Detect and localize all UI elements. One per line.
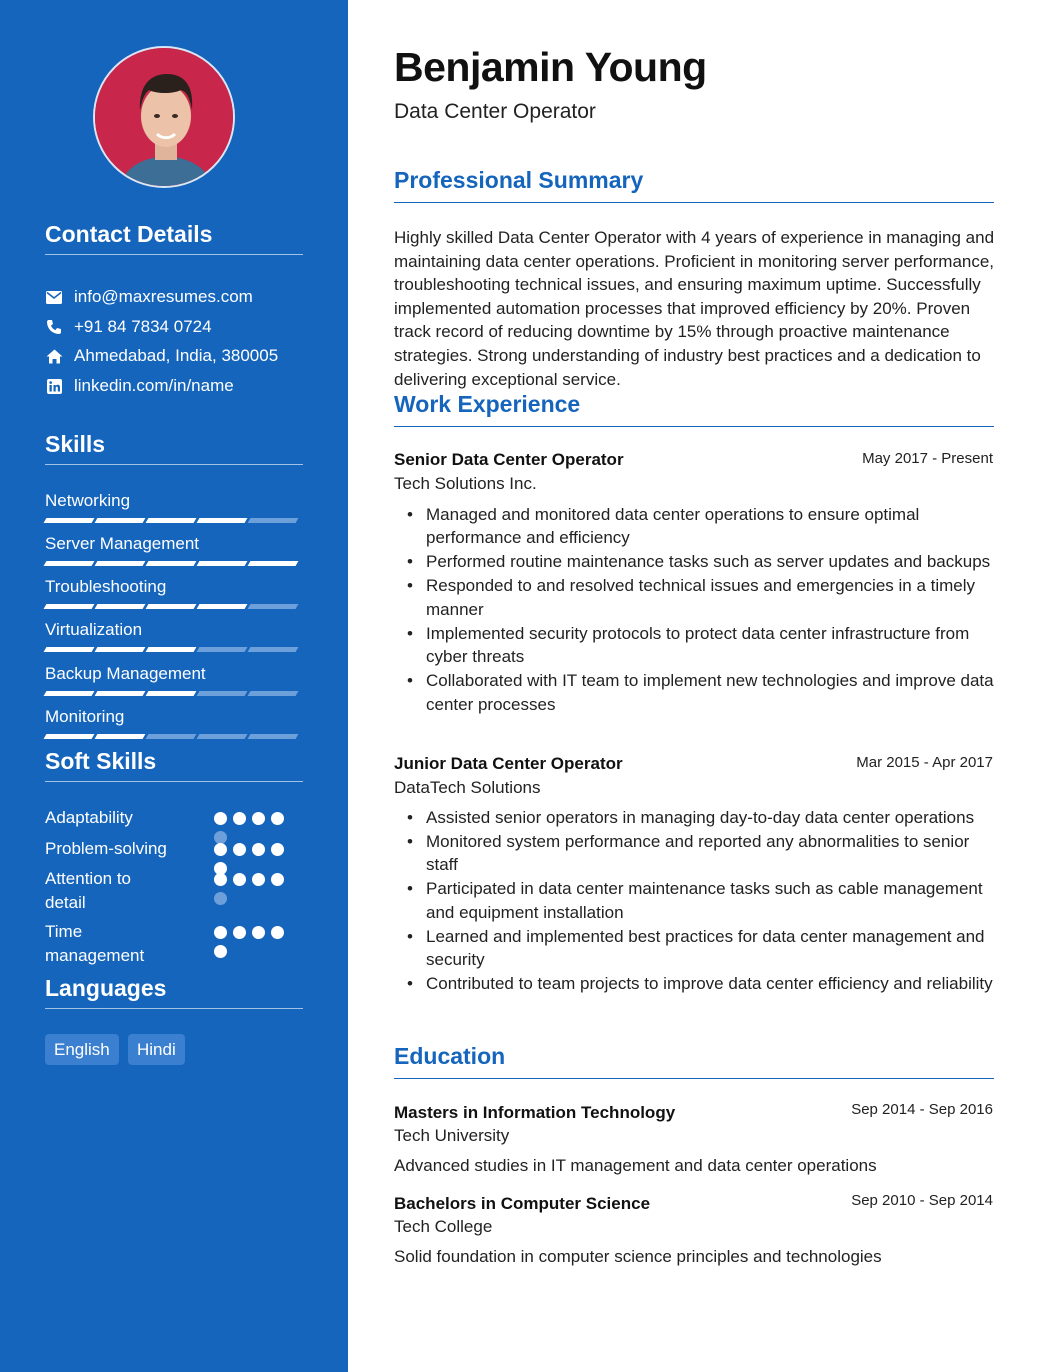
- envelope-icon: [45, 288, 63, 306]
- soft-skill-dots: [214, 873, 294, 905]
- soft-skill-dot: [233, 873, 246, 886]
- skill-level-bar: [44, 734, 95, 739]
- job-dates: May 2017 - Present: [862, 450, 993, 467]
- soft-skill-dot: [214, 945, 227, 958]
- job-bullet: • Responded to and resolved technical issues and emergencies in a timely manner: [426, 574, 1001, 621]
- job-company: DataTech Solutions: [394, 778, 541, 797]
- edu-dates: Sep 2014 - Sep 2016: [851, 1101, 993, 1118]
- skill-level-bar: [197, 734, 248, 739]
- soft-skill-dot: [214, 926, 227, 939]
- skill-level-bar: [248, 518, 299, 523]
- soft-skill-dot: [271, 926, 284, 939]
- skill-level-bar: [95, 647, 146, 652]
- skill-level-bar: [248, 647, 299, 652]
- job-company: Tech Solutions Inc.: [394, 474, 537, 493]
- candidate-name: Benjamin Young: [394, 44, 707, 90]
- edu-description: Solid foundation in computer science principles and technologies: [394, 1247, 882, 1266]
- skill-level-bar: [44, 561, 95, 566]
- skill-item: [45, 533, 303, 566]
- skill-level-bar: [248, 691, 299, 696]
- skill-item: [45, 490, 303, 523]
- skill-level-bar: [146, 734, 197, 739]
- soft-skill-dot: [252, 812, 265, 825]
- skill-level-bar: [248, 734, 299, 739]
- soft-skill-label: Adaptability: [45, 808, 133, 827]
- soft-skill-dot: [214, 843, 227, 856]
- skill-label: Monitoring: [45, 707, 125, 726]
- skill-label: Virtualization: [45, 620, 143, 639]
- contact-address: [45, 344, 278, 368]
- skill-label: Backup Management: [45, 664, 206, 683]
- skill-level-bar: [248, 561, 299, 566]
- contact-phone[interactable]: [45, 315, 212, 339]
- contact-email-text: info@maxresumes.com: [74, 287, 253, 306]
- edu-school: Tech College: [394, 1217, 493, 1236]
- skill-item: [45, 663, 303, 696]
- skill-label: Networking: [45, 491, 131, 510]
- language-tag: Hindi: [128, 1034, 185, 1065]
- skill-bars: [45, 604, 303, 609]
- soft-skill-dot: [271, 873, 284, 886]
- job-title: Senior Data Center Operator: [394, 450, 624, 469]
- job-bullet: • Managed and monitored data center operations to ensure optimal performance and efficiency: [426, 503, 1001, 550]
- contact-linkedin[interactable]: [45, 374, 234, 398]
- skill-bars: [45, 518, 303, 523]
- soft-skill-dots: [214, 812, 294, 844]
- soft-skill-dot: [233, 843, 246, 856]
- summary-text: Highly skilled Data Center Operator with 4 years of experience in managing and maintaining data center operations. Proficient in monitoring server performance, troubleshooting technical issues, and ensuring maximum uptime. Successfully implemented automation processes that improved efficiency by 20%. Proven track record of reducing downtime by 15% through proactive maintenance strategies. Strong understanding of industry best practices and a dedication to delivering exceptional service.: [394, 228, 995, 389]
- skill-level-bar: [44, 647, 95, 652]
- job-bullet: • Monitored system performance and reported any abnormalities to senior staff: [426, 830, 1001, 877]
- home-icon: [45, 347, 63, 365]
- languages-heading: Languages: [45, 975, 303, 1009]
- contact-linkedin-text: linkedin.com/in/name: [74, 376, 234, 395]
- candidate-title: Data Center Operator: [394, 100, 596, 123]
- skill-level-bar: [44, 604, 95, 609]
- skill-level-bar: [44, 691, 95, 696]
- contact-address-text: Ahmedabad, India, 380005: [74, 346, 279, 365]
- skill-level-bar: [95, 518, 146, 523]
- skill-level-bar: [197, 691, 248, 696]
- soft-skill-dot: [252, 843, 265, 856]
- soft-skill-dot: [271, 812, 284, 825]
- soft-skill-label: Attention to detail: [45, 869, 132, 912]
- job-bullets: [426, 503, 1001, 717]
- edu-degree: Bachelors in Computer Science: [394, 1194, 651, 1213]
- skill-level-bar: [146, 691, 197, 696]
- skill-level-bar: [197, 561, 248, 566]
- contact-heading: Contact Details: [45, 221, 303, 255]
- soft-skills-heading: Soft Skills: [45, 748, 303, 782]
- skill-level-bar: [197, 604, 248, 609]
- edu-description: Advanced studies in IT management and data center operations: [394, 1156, 877, 1175]
- job-dates: Mar 2015 - Apr 2017: [856, 754, 993, 771]
- job-bullet: • Performed routine maintenance tasks such as server updates and backups: [426, 550, 1001, 573]
- avatar: [93, 46, 235, 188]
- skill-level-bar: [197, 518, 248, 523]
- sidebar: [0, 0, 348, 1372]
- edu-school: Tech University: [394, 1126, 510, 1145]
- skill-item: [45, 619, 303, 652]
- skill-item: [45, 706, 303, 739]
- job-bullet: • Collaborated with IT team to implement new technologies and improve data center processes: [426, 669, 1001, 716]
- skill-bars: [45, 561, 303, 566]
- edu-dates: Sep 2010 - Sep 2014: [851, 1192, 993, 1209]
- skill-level-bar: [95, 561, 146, 566]
- soft-skill-label: Time management: [45, 922, 145, 965]
- skill-bars: [45, 691, 303, 696]
- language-tag: English: [45, 1034, 119, 1065]
- skill-level-bar: [44, 518, 95, 523]
- soft-skill-dot: [233, 812, 246, 825]
- profile-photo: [95, 48, 235, 188]
- soft-skill-dots: [214, 926, 294, 958]
- skills-heading: Skills: [45, 431, 303, 465]
- job-bullets: [426, 806, 1001, 996]
- linkedin-icon: [45, 377, 63, 395]
- summary-heading: Professional Summary: [394, 167, 994, 203]
- job-bullet: • Assisted senior operators in managing day-to-day data center operations: [426, 806, 1001, 829]
- soft-skill-dot: [214, 892, 227, 905]
- soft-skill-dot: [214, 873, 227, 886]
- skill-level-bar: [146, 604, 197, 609]
- soft-skill-label: Problem-solving: [45, 839, 167, 858]
- skill-bars: [45, 647, 303, 652]
- skill-level-bar: [248, 604, 299, 609]
- job-bullet: • Learned and implemented best practices for data center management and security: [426, 925, 1001, 972]
- skill-label: Server Management: [45, 534, 200, 553]
- skill-level-bar: [95, 691, 146, 696]
- experience-heading: Work Experience: [394, 391, 994, 427]
- skill-label: Troubleshooting: [45, 577, 167, 596]
- phone-icon: [45, 318, 63, 336]
- soft-skill-dot: [252, 926, 265, 939]
- skill-item: [45, 576, 303, 609]
- job-title: Junior Data Center Operator: [394, 754, 623, 773]
- edu-degree: Masters in Information Technology: [394, 1103, 676, 1122]
- skill-level-bar: [146, 561, 197, 566]
- job-bullet: • Participated in data center maintenance tasks such as cable management and equipment installation: [426, 877, 1001, 924]
- skill-level-bar: [146, 647, 197, 652]
- skill-level-bar: [95, 734, 146, 739]
- job-bullet: • Implemented security protocols to protect data center infrastructure from cyber threats: [426, 622, 1001, 669]
- skill-bars: [45, 734, 303, 739]
- contact-phone-text: +91 84 7834 0724: [74, 317, 212, 336]
- soft-skill-dot: [214, 812, 227, 825]
- skill-level-bar: [146, 518, 197, 523]
- soft-skill-dot: [271, 843, 284, 856]
- job-bullet: • Contributed to team projects to improve data center efficiency and reliability: [426, 972, 1001, 995]
- soft-skill-dot: [252, 873, 265, 886]
- soft-skill-dot: [233, 926, 246, 939]
- education-heading: Education: [394, 1043, 994, 1079]
- contact-email[interactable]: [45, 285, 253, 309]
- soft-skill-dots: [214, 843, 294, 875]
- skill-level-bar: [197, 647, 248, 652]
- skill-level-bar: [95, 604, 146, 609]
